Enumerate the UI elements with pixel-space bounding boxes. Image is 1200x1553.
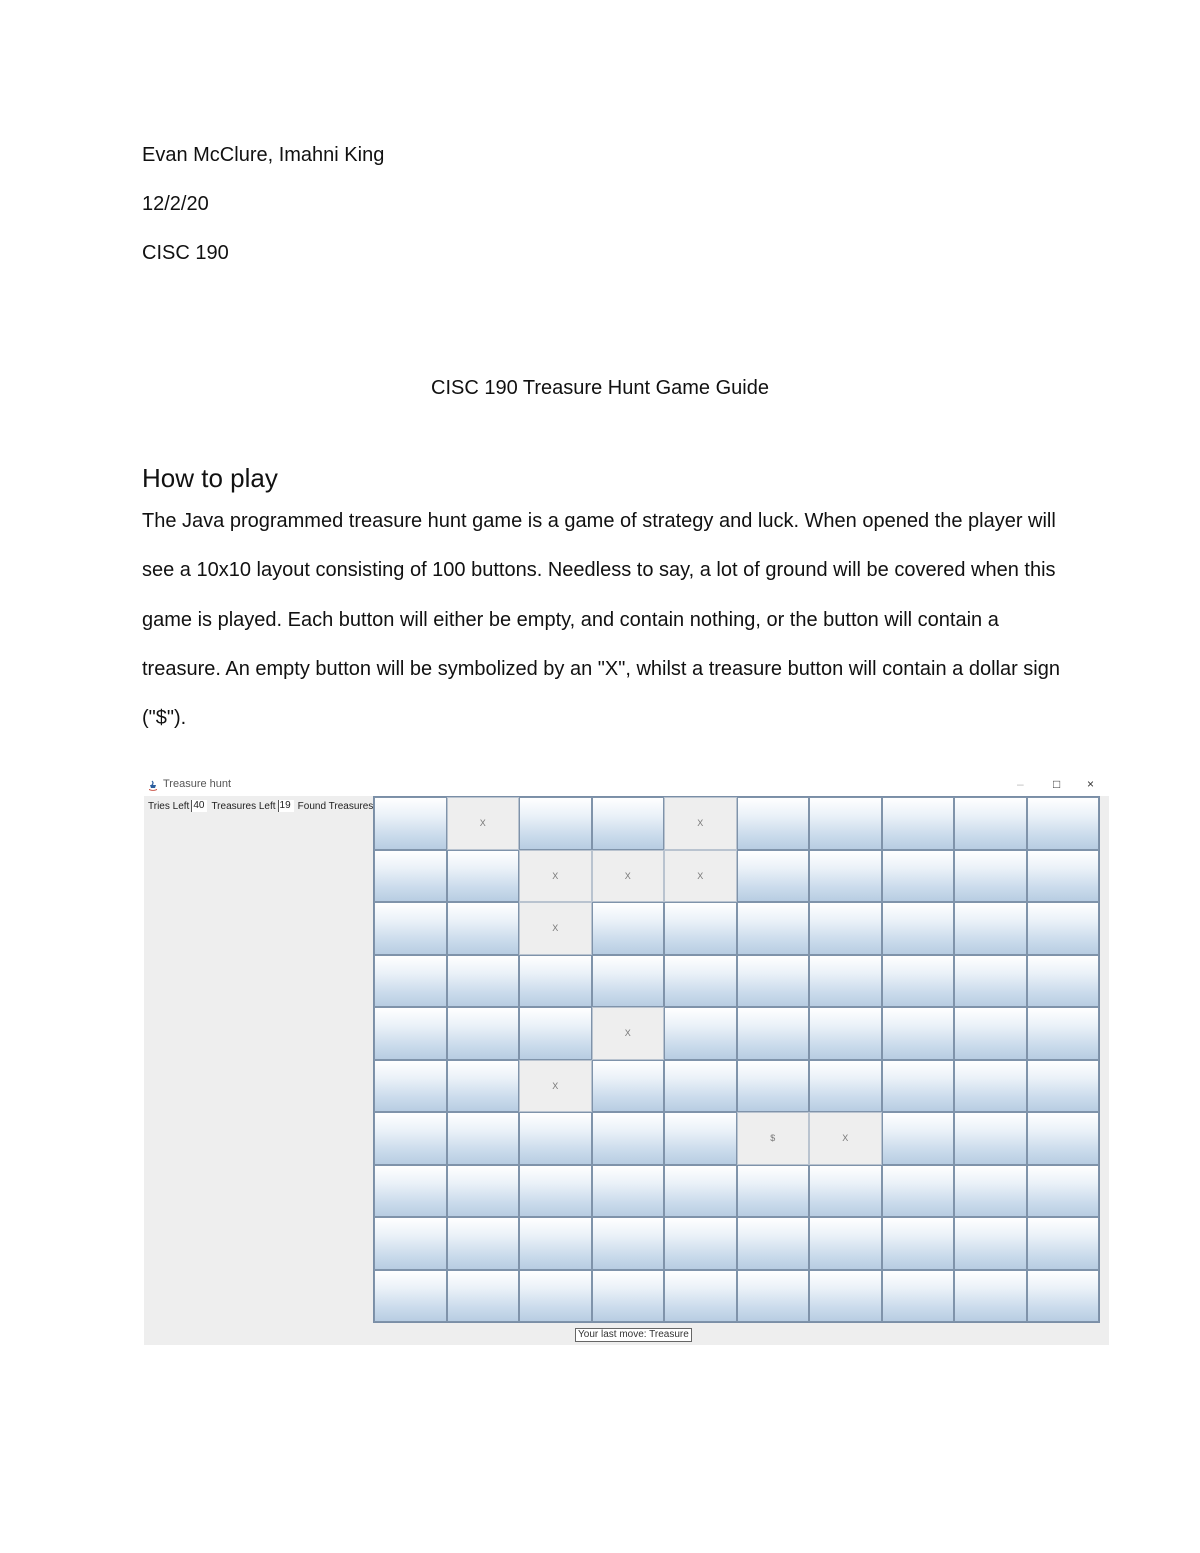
grid-button	[447, 1007, 520, 1060]
grid-button	[519, 1112, 592, 1165]
grid-button	[954, 955, 1027, 1008]
grid-button	[592, 1112, 665, 1165]
grid-button	[809, 1007, 882, 1060]
grid-button	[954, 1217, 1027, 1270]
grid-button	[447, 955, 520, 1008]
game-window-screenshot	[144, 775, 1109, 1345]
grid-button	[1027, 1217, 1100, 1270]
window-title: Treasure hunt	[163, 778, 232, 790]
grid-button	[737, 1217, 810, 1270]
grid-button	[954, 1112, 1027, 1165]
grid-button-revealed: X	[664, 850, 737, 903]
grid-button	[664, 1007, 737, 1060]
grid-button	[664, 1270, 737, 1323]
grid-button	[882, 1270, 955, 1323]
grid-button	[882, 1060, 955, 1113]
grid-button	[882, 1112, 955, 1165]
grid-button	[374, 955, 447, 1008]
grid-button	[882, 1165, 955, 1218]
grid-button	[809, 1060, 882, 1113]
grid-button-revealed: X	[592, 1007, 665, 1060]
grid-button	[882, 1217, 955, 1270]
tries-value: 40	[191, 800, 207, 812]
grid-button	[737, 902, 810, 955]
grid-button	[809, 1217, 882, 1270]
grid-button	[882, 955, 955, 1008]
found-treasures-label: Found Treasures	[297, 800, 374, 812]
minimize-icon: –	[1017, 777, 1024, 791]
grid-button	[592, 955, 665, 1008]
grid-button	[737, 850, 810, 903]
grid-button	[1027, 1007, 1100, 1060]
grid-button	[1027, 1165, 1100, 1218]
grid-button	[1027, 1270, 1100, 1323]
grid-button	[664, 902, 737, 955]
grid-button	[447, 850, 520, 903]
grid-button	[1027, 1060, 1100, 1113]
treasures-left-value: 19	[278, 800, 294, 812]
grid-button	[374, 797, 447, 850]
grid-button-revealed: X	[809, 1112, 882, 1165]
grid-button	[374, 1165, 447, 1218]
grid-button	[374, 850, 447, 903]
grid-button-revealed: X	[447, 797, 520, 850]
grid-button	[664, 1112, 737, 1165]
grid-button	[664, 1217, 737, 1270]
grid-button	[447, 902, 520, 955]
grid-button	[592, 1270, 665, 1323]
grid-button	[519, 1217, 592, 1270]
grid-button	[374, 902, 447, 955]
java-icon	[147, 779, 159, 791]
grid-button	[592, 1165, 665, 1218]
grid-button	[664, 1165, 737, 1218]
grid-button	[737, 955, 810, 1008]
grid-button	[519, 1007, 592, 1060]
document-title: CISC 190 Treasure Hunt Game Guide	[431, 377, 769, 399]
grid-button	[954, 850, 1027, 903]
grid-button	[882, 797, 955, 850]
grid-button-revealed: X	[664, 797, 737, 850]
grid-button	[1027, 797, 1100, 850]
intro-paragraph: The Java programmed treasure hunt game is a game of strategy and luck. When opened the player will see a 10x10 layout consisting of 100 buttons. Needless to say, a lot of ground will be covered when this game is played. Each button will either be empty, and contain nothing, or the button will contain a treasure. An empty button will be symbolized by an "X", whilst a treasure button will contain a dollar sign ("$").	[142, 510, 1060, 730]
course-name: CISC 190	[142, 242, 229, 264]
grid-button	[519, 1165, 592, 1218]
grid-button	[519, 955, 592, 1008]
grid-button	[954, 1165, 1027, 1218]
grid-button	[809, 955, 882, 1008]
grid-button-revealed: X	[519, 902, 592, 955]
tries-label: Tries Left	[148, 800, 190, 812]
window-titlebar	[144, 775, 1109, 796]
grid-button	[592, 1217, 665, 1270]
grid-button	[809, 1270, 882, 1323]
grid-button	[374, 1112, 447, 1165]
grid-button	[447, 1112, 520, 1165]
grid-button	[447, 1270, 520, 1323]
grid-button	[954, 797, 1027, 850]
grid-button	[592, 797, 665, 850]
treasures-left-label: Treasures Left	[211, 800, 276, 812]
grid-button	[809, 1165, 882, 1218]
grid-button	[1027, 1112, 1100, 1165]
grid-button	[447, 1217, 520, 1270]
section-heading: How to play	[142, 463, 278, 493]
grid-button	[809, 902, 882, 955]
grid-button	[737, 1270, 810, 1323]
grid-button	[954, 1270, 1027, 1323]
grid-button	[809, 797, 882, 850]
grid-button	[882, 902, 955, 955]
grid-button	[737, 797, 810, 850]
grid-button	[664, 1060, 737, 1113]
document-date: 12/2/20	[142, 193, 209, 215]
grid-button	[374, 1270, 447, 1323]
grid-button	[1027, 902, 1100, 955]
grid-button	[882, 850, 955, 903]
game-grid	[373, 796, 1100, 1323]
grid-button-revealed: X	[592, 850, 665, 903]
grid-button	[1027, 955, 1100, 1008]
grid-button	[954, 902, 1027, 955]
grid-button-revealed: X	[519, 850, 592, 903]
grid-button-revealed: $	[737, 1112, 810, 1165]
close-icon: ×	[1087, 777, 1095, 791]
grid-button	[737, 1060, 810, 1113]
grid-button	[664, 955, 737, 1008]
grid-button	[447, 1060, 520, 1113]
status-bar	[148, 800, 390, 812]
grid-button	[737, 1165, 810, 1218]
last-move-message: Your last move: Treasure	[575, 1328, 692, 1342]
grid-button	[374, 1007, 447, 1060]
grid-button	[374, 1060, 447, 1113]
maximize-icon: □	[1053, 777, 1061, 791]
grid-button	[882, 1007, 955, 1060]
grid-button	[519, 1270, 592, 1323]
grid-button	[737, 1007, 810, 1060]
grid-button	[1027, 850, 1100, 903]
grid-button-revealed: X	[519, 1060, 592, 1113]
grid-button	[374, 1217, 447, 1270]
grid-button	[954, 1060, 1027, 1113]
grid-button	[592, 902, 665, 955]
grid-button	[519, 797, 592, 850]
author-names: Evan McClure, Imahni King	[142, 144, 385, 166]
grid-button	[809, 850, 882, 903]
grid-button	[592, 1060, 665, 1113]
grid-button	[447, 1165, 520, 1218]
grid-button	[954, 1007, 1027, 1060]
